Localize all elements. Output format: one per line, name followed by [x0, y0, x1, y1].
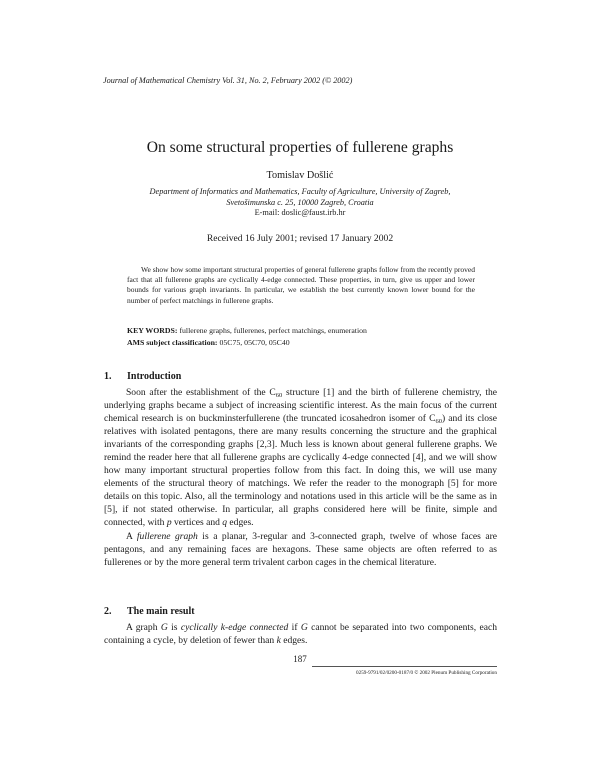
- section-2-body: [104, 621, 497, 647]
- ams-line: [127, 337, 475, 348]
- section-2-title: The main result: [127, 606, 195, 617]
- math-var: k: [276, 635, 281, 647]
- keywords-label: KEY WORDS:: [127, 326, 178, 335]
- math-var: G: [300, 622, 308, 633]
- section-1-heading: [104, 371, 504, 383]
- section-1-body: [104, 386, 497, 569]
- text-run: is a planar, 3-regular and 3-connected graph, twelve of whose faces are pentagons, and any remaining faces are hexagons. These same objects are often referred to as fullerenes or by the more general term trivalent carbon cages in the chemical literature.: [104, 530, 497, 568]
- ams-label: AMS subject classification:: [127, 338, 218, 347]
- ams-text: 05C75, 05C70, 05C40: [219, 338, 290, 347]
- affiliation-line-2: Svetošimunska c. 25, 10000 Zagreb, Croatia: [226, 197, 374, 207]
- received-dates: Received 16 July 2001; revised 17 January 2002: [206, 233, 394, 244]
- text-run: vertices and: [171, 517, 223, 529]
- text-run: ) and its close relatives with isolated pentagons, there are many results concerning the structure and the graphical invariants of the corresponding graphs [2,3]. Much less is known about general fullerene graphs. We remind the reader here that all fullerene graphs are cyclically 4-edge connected [4], and we will show how many important structural properties follow from this fact. In doing this, we will use many elements of the structural theory of matchings. We refer the reader to the monograph [5] for more details on this topic. Also, all the terminology and notations used in this article will be the same as in [5], if not stated otherwise. In particular, all graphs considered here will be finite, simple and connected, with: [104, 413, 498, 529]
- keywords-text: fullerene graphs, fullerenes, perfect matchings, enumeration: [179, 326, 367, 335]
- math-var: q: [222, 517, 228, 529]
- section-2-paragraph-1: [104, 621, 497, 647]
- subscript: 60: [275, 392, 283, 399]
- text-run: Soon after the establishment of the C: [126, 387, 276, 398]
- text-run: edges.: [280, 635, 308, 647]
- text-run: edges.: [227, 517, 254, 529]
- author-name: Tomislav Došlić: [266, 170, 334, 181]
- text-run: A: [126, 530, 137, 542]
- keywords-block: [127, 325, 475, 348]
- defined-term: cyclically k-edge connected: [180, 622, 289, 633]
- defined-term: fullerene graph: [136, 530, 198, 542]
- text-run: structure [1] and the birth of fullerene chemistry, the underlying graphs became a subject of increasing scientific interest. As the main focus of the current chemical research is on buckminsterfullerene (the truncated icosahedron isomer of C: [104, 387, 497, 425]
- section-1-number: 1.: [104, 371, 112, 382]
- text-run: is: [167, 622, 181, 633]
- math-var: p: [166, 517, 172, 529]
- abstract: We show how some important structural properties of general fullerene graphs follow from the recently proved fact that all fullerene graphs are cyclically 4-edge connected. These properties, in turn, give us upper and lower bounds for various graph invariants. In particular, we establish the best currently known lower bound for the number of perfect matchings in fullerene graphs.: [127, 265, 475, 305]
- text-run: if: [288, 622, 301, 633]
- author-email: E-mail: doslic@faust.irb.hr: [254, 208, 346, 218]
- section-1-paragraph-1: [104, 386, 497, 530]
- section-1-paragraph-2: [104, 530, 497, 569]
- subscript: 60: [435, 418, 442, 426]
- text-run: cannot be separated into two components, each containing a cycle, by deletion of fewer than: [104, 622, 497, 647]
- section-2-heading: [104, 606, 504, 618]
- section-2-number: 2.: [104, 606, 112, 617]
- page-number: 187: [293, 654, 307, 664]
- text-run: A graph: [126, 622, 161, 633]
- footer-rule: [312, 666, 497, 667]
- journal-header: Journal of Mathematical Chemistry Vol. 31, No. 2, February 2002 (© 2002): [103, 76, 353, 85]
- math-var: G: [160, 622, 168, 633]
- keywords-line: [127, 325, 475, 336]
- affiliation-line-1: Department of Informatics and Mathematics, Faculty of Agriculture, University of Zagreb,: [149, 187, 451, 196]
- affiliation-block: [120, 187, 480, 219]
- paper-title: On some structural properties of fullerene graphs: [146, 139, 454, 156]
- section-1-title: Introduction: [127, 371, 182, 382]
- copyright-notice: 0259-9791/02/0200-0187/0 © 2002 Plenum Publishing Corporation: [356, 670, 497, 676]
